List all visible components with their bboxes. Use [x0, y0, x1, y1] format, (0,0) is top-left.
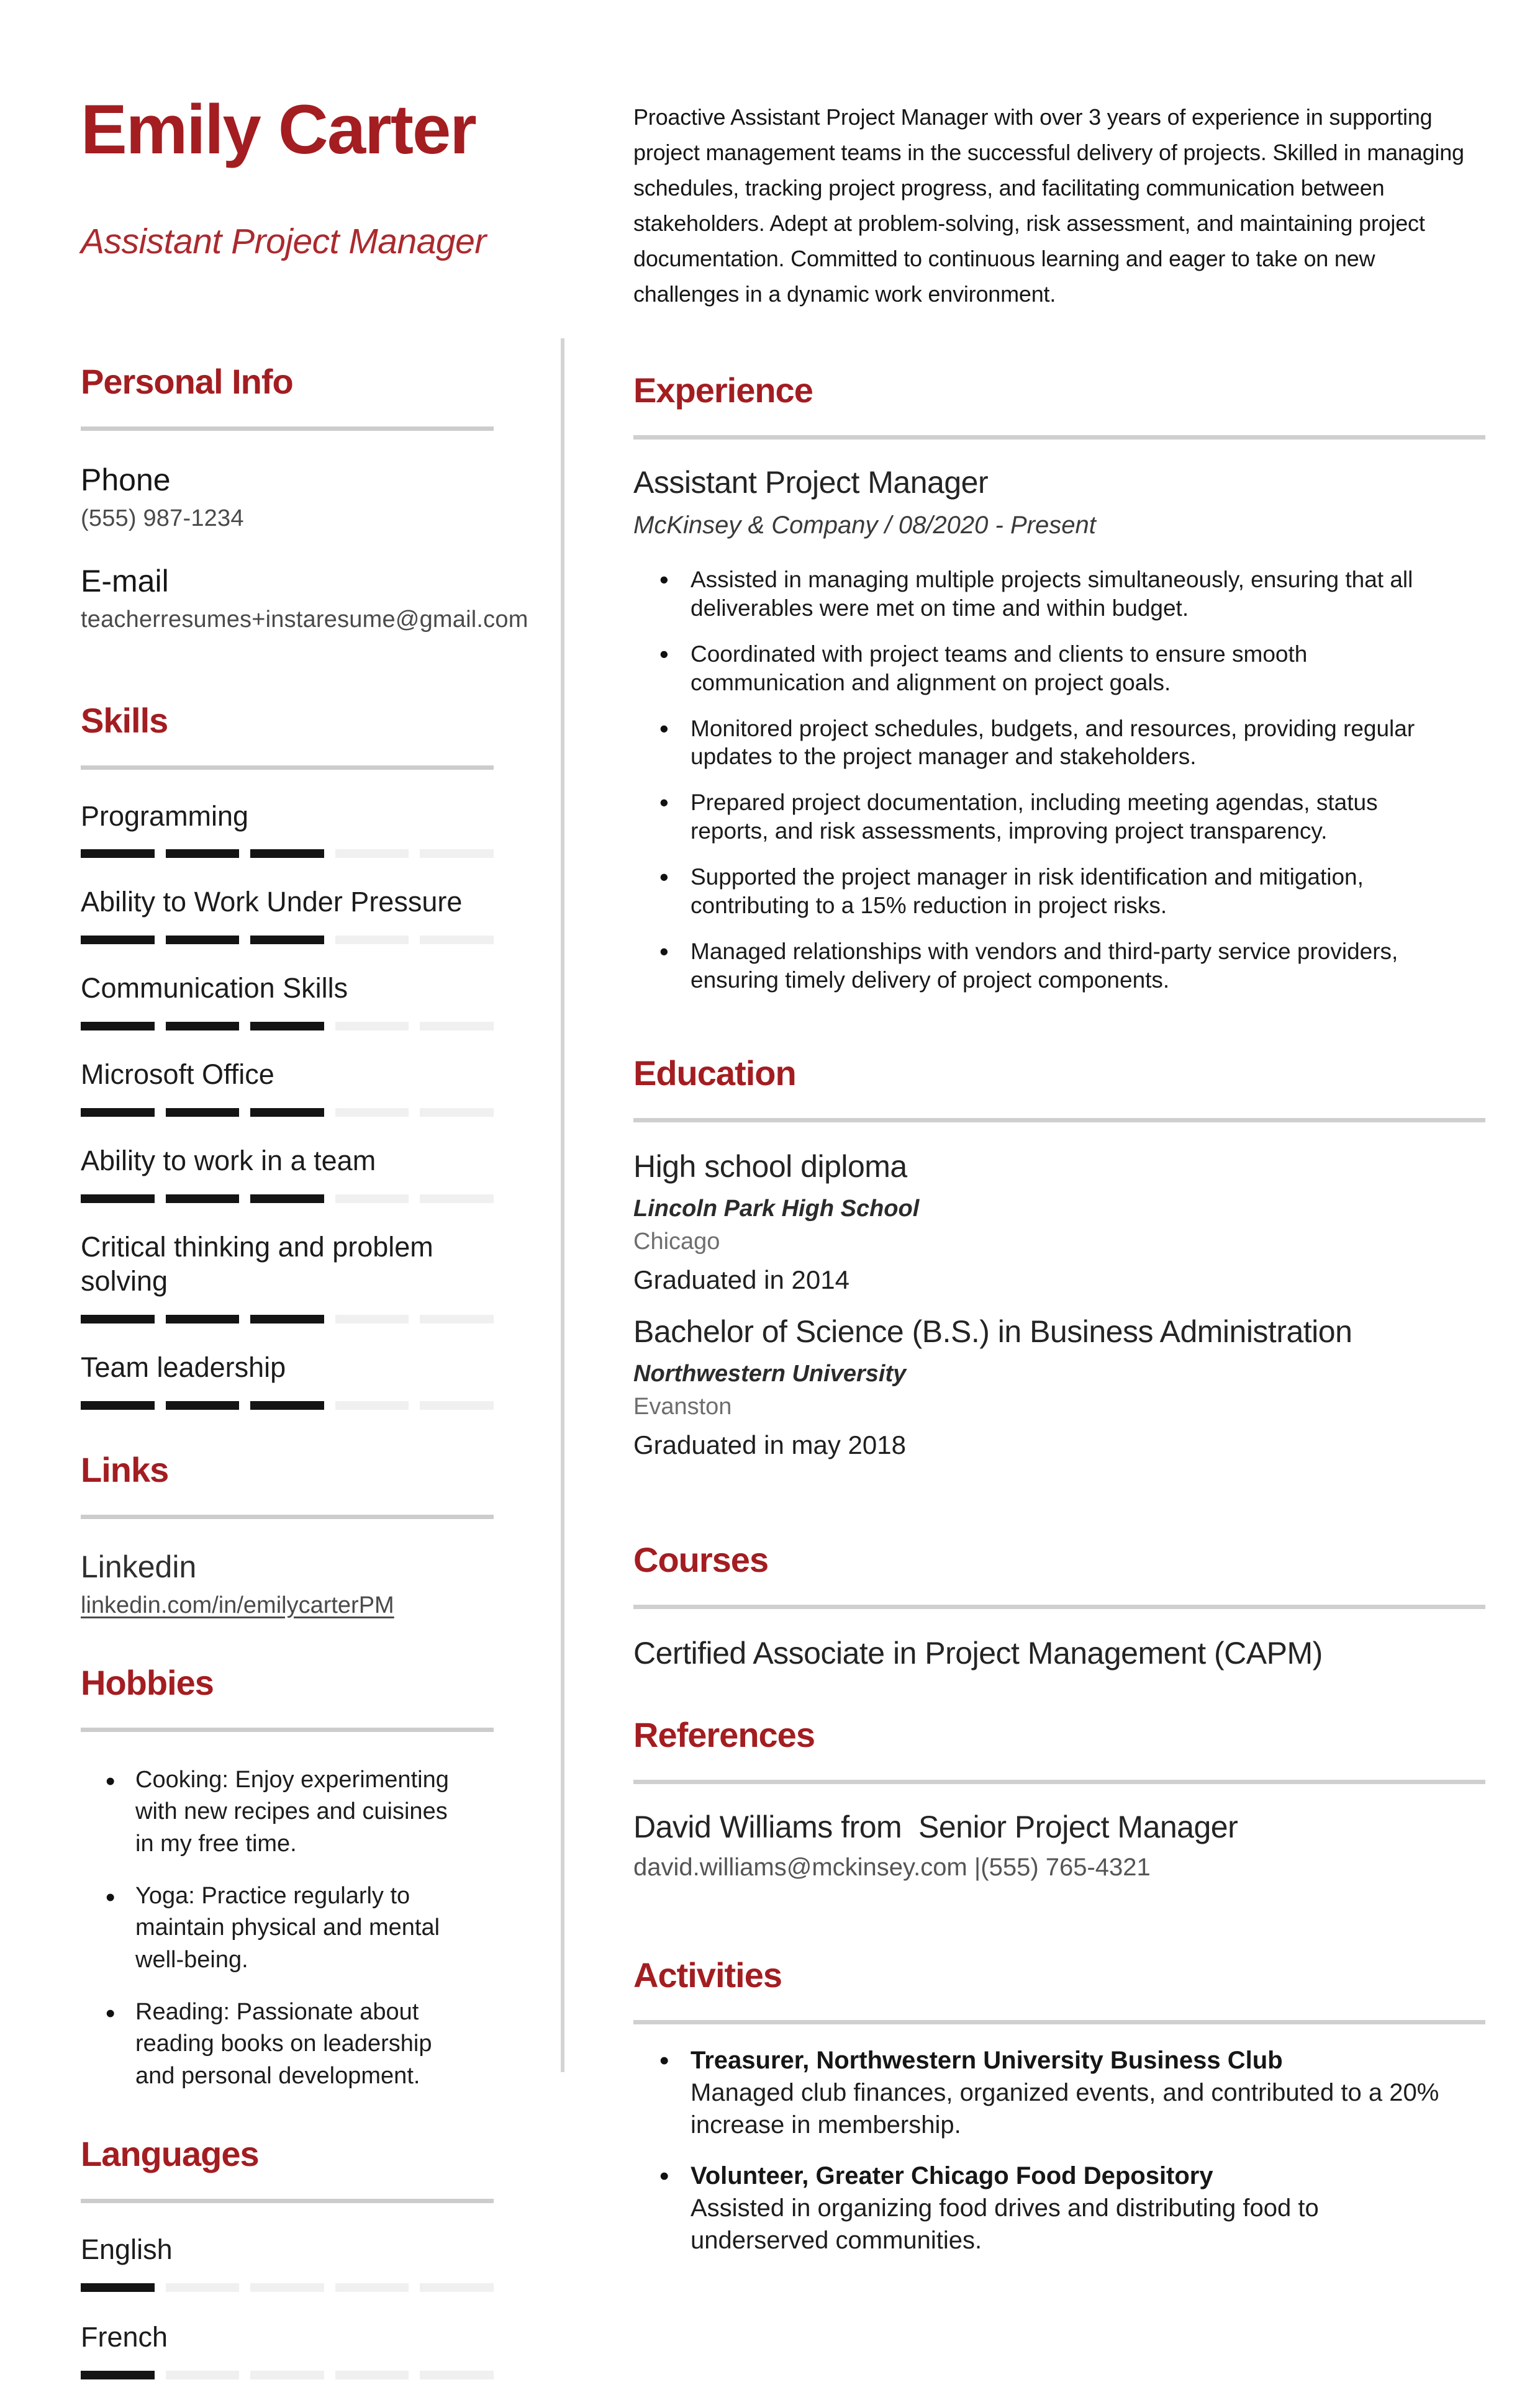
degree: High school diploma — [633, 1148, 907, 1184]
job-bullet: • Supported the project manager in risk identification and mitigation, contributing to a 15% reduction in project risks. — [633, 863, 1459, 920]
bar-segment-filled — [250, 936, 324, 944]
activity-description: Assisted in organizing food drives and distributing food to underserved communities. — [691, 2194, 1319, 2254]
activity-title: • Treasurer, Northwestern University Business Club — [691, 2046, 1283, 2074]
column-divider — [561, 338, 564, 2072]
bar-segment-filled — [81, 1401, 155, 1410]
graduation: Graduated in may 2018 — [633, 1430, 906, 1459]
bar-segment-empty — [166, 2283, 240, 2292]
bar-segment-empty — [420, 2283, 494, 2292]
bar-segment-filled — [166, 1022, 240, 1030]
skill-level-bar — [81, 1108, 494, 1117]
skill-item — [81, 800, 494, 859]
skill-level-bar — [81, 849, 494, 858]
bar-segment-empty — [420, 1022, 494, 1030]
section-heading-languages: Languages — [81, 2134, 259, 2173]
bar-segment-filled — [166, 1194, 240, 1203]
summary-paragraph: Proactive Assistant Project Manager with over 3 years of experience in supporting project management teams in the successful delivery of projects. Skilled in managing schedules, tracking project progress, and facilitating communication between stakeholders. Adept at problem-solving, risk assessment, and maintaining project documentation. Committed to continuous learning and eager to take on new challenges in a dynamic work environment. — [633, 104, 1464, 307]
section-heading-personal-info: Personal Info — [81, 361, 293, 401]
job-bullet: • Managed relationships with vendors and third-party service providers, ensuring timely delivery of project components. — [633, 937, 1459, 994]
section-heading-education: Education — [633, 1053, 796, 1093]
section-heading-skills: Skills — [81, 700, 168, 740]
bar-segment-filled — [81, 1194, 155, 1203]
school-city: Chicago — [633, 1228, 720, 1255]
bar-segment-filled — [166, 1315, 240, 1323]
bar-segment-empty — [335, 2371, 409, 2379]
phone-value: (555) 987-1234 — [81, 505, 244, 531]
bar-segment-empty — [335, 1315, 409, 1323]
skill-name: Programming — [81, 800, 249, 832]
school-city: Evanston — [633, 1393, 732, 1420]
language-name: French — [81, 2320, 168, 2353]
language-name: English — [81, 2233, 173, 2265]
skill-list — [81, 800, 494, 1410]
activity-title: • Volunteer, Greater Chicago Food Depository — [691, 2162, 1213, 2189]
skill-name: Microsoft Office — [81, 1058, 274, 1091]
bar-segment-empty — [420, 1194, 494, 1203]
language-list — [81, 2233, 494, 2379]
bar-segment-empty — [250, 2283, 324, 2292]
linkedin-link[interactable]: linkedin.com/in/emilycarterPM — [81, 1592, 394, 1618]
section-heading-hobbies: Hobbies — [81, 1662, 214, 1702]
skill-item — [81, 885, 494, 944]
graduation: Graduated in 2014 — [633, 1265, 849, 1294]
hobby-item: • Reading: Passionate about reading books on leadership and personal development. — [81, 1996, 466, 2093]
link-label: Linkedin — [81, 1549, 197, 1584]
bar-segment-empty — [250, 2371, 324, 2379]
section-rule — [81, 1728, 494, 1732]
skill-level-bar — [81, 1194, 494, 1203]
bar-segment-empty — [335, 849, 409, 858]
bar-segment-empty — [420, 849, 494, 858]
section-rule — [633, 435, 1485, 440]
bar-segment-filled — [250, 1022, 324, 1030]
job-bullet: • Assisted in managing multiple projects simultaneously, ensuring that all deliverables were met on time and within budget. — [633, 566, 1459, 623]
bar-segment-filled — [81, 1315, 155, 1323]
skill-level-bar — [81, 1315, 494, 1323]
bar-segment-filled — [81, 849, 155, 858]
section-rule — [81, 2199, 494, 2203]
columns — [81, 93, 1484, 2408]
activity-description: Managed club finances, organized events, and contributed to a 20% increase in membership. — [691, 2078, 1439, 2139]
section-rule — [633, 2020, 1485, 2024]
bar-segment-empty — [420, 1315, 494, 1323]
reference-name: David Williams from Senior Project Manager — [633, 1809, 1238, 1844]
section-heading-courses: Courses — [633, 1540, 769, 1579]
course-item: Certified Associate in Project Management (CAPM) — [633, 1635, 1323, 1671]
bar-segment-filled — [166, 1108, 240, 1117]
job-meta: McKinsey & Company / 08/2020 - Present — [633, 512, 1096, 539]
section-heading-experience: Experience — [633, 371, 813, 410]
person-title: Assistant Project Manager — [81, 221, 486, 261]
bar-segment-filled — [81, 1108, 155, 1117]
hobby-item: • Yoga: Practice regularly to maintain physical and mental well-being. — [81, 1880, 466, 1977]
hobby-list — [81, 1764, 494, 2093]
job-bullet: • Monitored project schedules, budgets, and resources, providing regular updates to the project manager and stakeholders. — [633, 715, 1459, 772]
degree: Bachelor of Science (B.S.) in Business Administration — [633, 1314, 1352, 1349]
skill-item — [81, 972, 494, 1030]
bar-segment-empty — [335, 1022, 409, 1030]
bar-segment-filled — [250, 1194, 324, 1203]
skill-item — [81, 1144, 494, 1203]
skill-item — [81, 1351, 494, 1410]
bar-segment-filled — [81, 2283, 155, 2292]
bar-segment-filled — [166, 1401, 240, 1410]
section-rule — [633, 1118, 1485, 1122]
skill-name: Ability to Work Under Pressure — [81, 886, 463, 918]
section-rule — [81, 1515, 494, 1519]
job-entry — [633, 464, 1485, 994]
section-heading-activities: Activities — [633, 1955, 782, 1995]
email-value: teacherresumes+instaresume@gmail.com — [81, 606, 528, 633]
reference-entry — [633, 1809, 1485, 1882]
job-bullet: • Coordinated with project teams and clients to ensure smooth communication and alignment on project goals. — [633, 640, 1459, 697]
bar-segment-empty — [420, 936, 494, 944]
bar-segment-filled — [166, 849, 240, 858]
bar-segment-empty — [335, 1194, 409, 1203]
education-entry — [633, 1314, 1485, 1460]
skill-level-bar — [81, 1022, 494, 1030]
bar-segment-empty — [420, 2371, 494, 2379]
language-item — [81, 2320, 494, 2379]
language-item — [81, 2233, 494, 2292]
bar-segment-filled — [81, 2371, 155, 2379]
activity-list — [633, 2044, 1485, 2257]
activity-item — [633, 2160, 1459, 2257]
bar-segment-empty — [335, 1108, 409, 1117]
skill-item — [81, 1230, 494, 1323]
hobby-item: • Cooking: Enjoy experimenting with new recipes and cuisines in my free time. — [81, 1764, 466, 1860]
section-rule — [81, 765, 494, 770]
bar-segment-filled — [81, 1022, 155, 1030]
bar-segment-empty — [335, 2283, 409, 2292]
skill-level-bar — [81, 1401, 494, 1410]
section-rule — [81, 426, 494, 431]
sidebar — [81, 91, 528, 2408]
skill-name: Team leadership — [81, 1351, 286, 1383]
person-name: Emily Carter — [81, 91, 476, 168]
section-heading-references: References — [633, 1715, 815, 1754]
activity-item — [633, 2044, 1459, 2141]
job-title: Assistant Project Manager — [633, 465, 989, 500]
bar-segment-empty — [335, 1401, 409, 1410]
bar-segment-empty — [166, 2371, 240, 2379]
reference-contact: david.williams@mckinsey.com |(555) 765-4321 — [633, 1853, 1151, 1881]
bar-segment-empty — [335, 936, 409, 944]
bar-segment-filled — [81, 936, 155, 944]
link-item — [81, 1549, 494, 1619]
bar-segment-filled — [250, 1401, 324, 1410]
bar-segment-filled — [166, 936, 240, 944]
bar-segment-filled — [250, 1315, 324, 1323]
job-bullet-list — [633, 566, 1485, 994]
skill-level-bar — [81, 936, 494, 944]
phone-label: Phone — [81, 462, 171, 497]
section-rule — [633, 1605, 1485, 1609]
school: Lincoln Park High School — [633, 1195, 920, 1222]
school: Northwestern University — [633, 1360, 907, 1387]
bar-segment-filled — [250, 1108, 324, 1117]
language-level-bar — [81, 2371, 494, 2379]
email-label: E-mail — [81, 563, 169, 598]
section-rule — [633, 1780, 1485, 1784]
section-heading-links: Links — [81, 1450, 169, 1489]
skill-name: Critical thinking and problem solving — [81, 1231, 433, 1297]
skill-name: Ability to work in a team — [81, 1145, 376, 1177]
skill-item — [81, 1058, 494, 1117]
education-entry — [633, 1148, 1485, 1295]
job-bullet: • Prepared project documentation, including meeting agendas, status reports, and risk assessments, improving project transparency. — [633, 788, 1459, 846]
language-level-bar — [81, 2283, 494, 2292]
main-content — [633, 93, 1485, 2275]
bar-segment-filled — [250, 849, 324, 858]
skill-name: Communication Skills — [81, 972, 348, 1004]
bar-segment-empty — [420, 1401, 494, 1410]
bar-segment-empty — [420, 1108, 494, 1117]
